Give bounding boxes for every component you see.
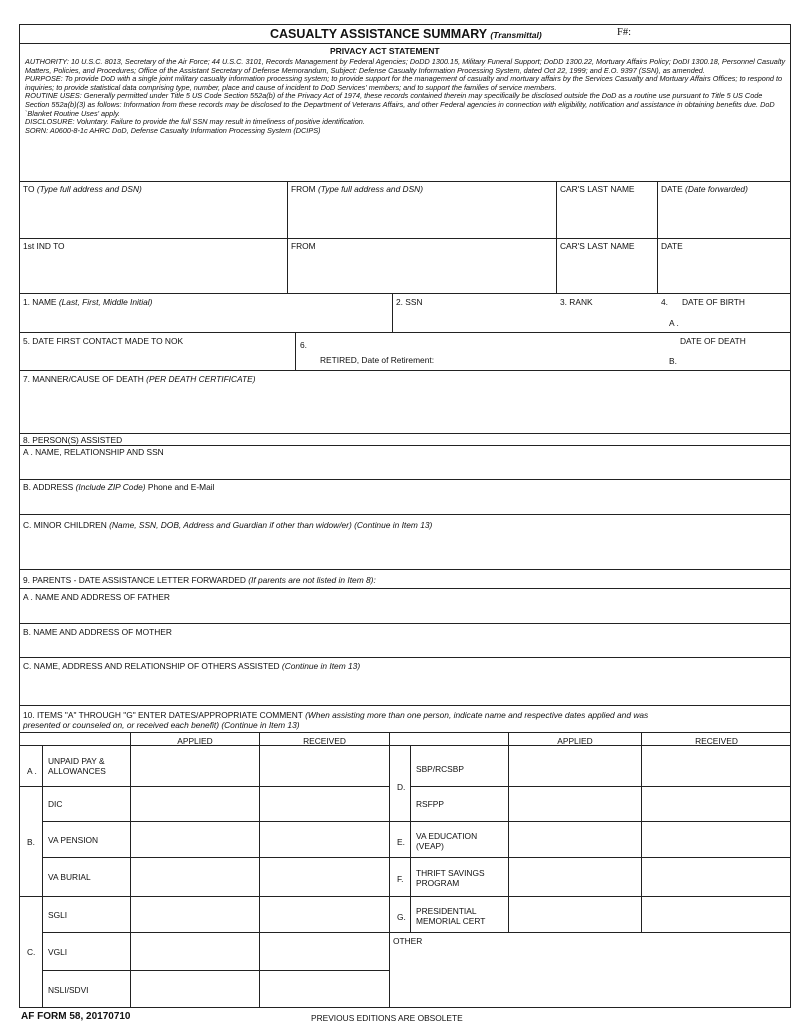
unpaid-pay-received-field[interactable] bbox=[260, 746, 388, 785]
thrift-savings-received-field[interactable] bbox=[642, 858, 789, 895]
applied-header-left: APPLIED bbox=[177, 736, 213, 746]
nsli-sdvi-received-field[interactable] bbox=[260, 971, 388, 1007]
presidential-memorial-applied-field[interactable] bbox=[509, 897, 640, 931]
retired-date-label: RETIRED, Date of Retirement: bbox=[320, 355, 435, 365]
va-education-received-field[interactable] bbox=[642, 822, 789, 856]
ssn-field[interactable] bbox=[394, 308, 554, 331]
thrift-savings-label: THRIFT SAVINGS bbox=[416, 868, 485, 878]
item-3-rank-label: 3. RANK bbox=[560, 297, 593, 307]
sgli-received-field[interactable] bbox=[260, 897, 388, 931]
rsfpp-label: RSFPP bbox=[416, 799, 444, 809]
sgli-label: SGLI bbox=[48, 910, 68, 920]
benefit-group-e-letter: E. bbox=[397, 837, 405, 847]
date-label-2: DATE bbox=[661, 241, 683, 251]
car-last-name-field-2[interactable] bbox=[558, 252, 655, 292]
va-pension-received-field[interactable] bbox=[260, 822, 388, 856]
sbp-rcsbp-applied-field[interactable] bbox=[509, 746, 640, 785]
unpaid-pay-applied-field[interactable] bbox=[131, 746, 258, 785]
privacy-heading: PRIVACY ACT STATEMENT bbox=[330, 46, 440, 56]
other-label: OTHER bbox=[393, 936, 423, 946]
item-7-cause-of-death-label: 7. MANNER/CAUSE OF DEATH (PER DEATH CERTIFICATE) bbox=[23, 374, 256, 384]
retirement-date-field[interactable] bbox=[440, 350, 652, 368]
to-address-field[interactable] bbox=[21, 195, 285, 237]
rsfpp-applied-field[interactable] bbox=[509, 787, 640, 820]
father-name-address-field[interactable] bbox=[21, 603, 789, 622]
benefit-group-c-letter: C. bbox=[27, 947, 36, 957]
date-field-2[interactable] bbox=[659, 252, 789, 292]
vgli-received-field[interactable] bbox=[260, 933, 388, 969]
date-of-death-field[interactable] bbox=[680, 347, 789, 369]
person-address-field[interactable] bbox=[21, 493, 789, 513]
item-4-number: 4. bbox=[661, 297, 668, 307]
thrift-savings-label-line-2: PROGRAM bbox=[416, 878, 460, 888]
va-education-applied-field[interactable] bbox=[509, 822, 640, 856]
sbp-rcsbp-label: SBP/RCSBP bbox=[416, 764, 464, 774]
date-of-birth-field[interactable] bbox=[680, 308, 789, 331]
presidential-memorial-received-field[interactable] bbox=[642, 897, 789, 931]
minor-children-field[interactable] bbox=[21, 531, 789, 568]
first-ind-to-label: 1st IND TO bbox=[23, 241, 65, 251]
car-last-name-label-2: CAR'S LAST NAME bbox=[560, 241, 635, 251]
form-title: CASUALTY ASSISTANCE SUMMARY (Transmittal) bbox=[270, 27, 542, 41]
from-address-field[interactable] bbox=[289, 195, 554, 237]
received-header-right: RECEIVED bbox=[695, 736, 738, 746]
item-10-label: 10. ITEMS "A" THROUGH "G" ENTER DATES/APPROPRIATE COMMENT (When assisting more than one person, indicate name and respective dates applied and was bbox=[23, 710, 649, 720]
va-education-label-line-2: (VEAP) bbox=[416, 841, 444, 851]
mother-name-address-field[interactable] bbox=[21, 638, 789, 656]
rsfpp-received-field[interactable] bbox=[642, 787, 789, 820]
item-8a-label: A . NAME, RELATIONSHIP AND SSN bbox=[23, 447, 164, 457]
form-id: AF FORM 58, 20170710 bbox=[21, 1011, 131, 1022]
item-10-hint-line-2: presented or counseled on, or received each benefit) (Continue in Item 13) bbox=[23, 720, 300, 730]
sub-b-label: B. bbox=[669, 356, 677, 366]
vgli-applied-field[interactable] bbox=[131, 933, 258, 969]
va-pension-label: VA PENSION bbox=[48, 835, 99, 845]
unpaid-pay-label: UNPAID PAY & bbox=[48, 756, 105, 766]
privacy-authority: AUTHORITY: 10 U.S.C. 8013, Secretary of the Air Force; 44 U.S.C. 3101, Records Management by Federal Agencies; DoDD 1300.15, Military Funeral Support; DoDD 1300.22, Mortuary Affairs Policy; DoDI 1300.18, Personnel Casualty Matters, Policies, and Procedures; Office of the Assistant Secretary of Defense Memorandum, Subject: Defense Casualty Information Processing System, dated Oct 22, 1999; and E.O. 9397 (SSN), as amended. bbox=[25, 57, 786, 75]
sbp-rcsbp-received-field[interactable] bbox=[642, 746, 789, 785]
va-burial-received-field[interactable] bbox=[260, 858, 388, 895]
first-ind-from-label: FROM bbox=[291, 241, 316, 251]
item-8c-label: C. MINOR CHILDREN (Name, SSN, DOB, Address and Guardian if other than widow/er) (Continue in Item 13) bbox=[23, 520, 433, 530]
benefit-group-f-letter: F. bbox=[397, 874, 404, 884]
other-benefits-field[interactable] bbox=[390, 947, 789, 1007]
item-1-name-label: 1. NAME (Last, First, Middle Initial) bbox=[23, 297, 153, 307]
item-2-ssn-label: 2. SSN bbox=[396, 297, 423, 307]
item-8b-label: B. ADDRESS (Include ZIP Code) Phone and E-Mail bbox=[23, 482, 215, 492]
item-9-parents-label: 9. PARENTS - DATE ASSISTANCE LETTER FORWARDED (If parents are not listed in Item 8): bbox=[23, 575, 376, 585]
unpaid-pay-label-line-2: ALLOWANCES bbox=[48, 766, 106, 776]
va-burial-applied-field[interactable] bbox=[131, 858, 258, 895]
transmittal-label: (Transmittal) bbox=[490, 30, 542, 40]
name-field[interactable] bbox=[21, 308, 390, 331]
dic-received-field[interactable] bbox=[260, 787, 388, 820]
dic-applied-field[interactable] bbox=[131, 787, 258, 820]
benefit-group-b-letter: B. bbox=[27, 837, 35, 847]
date-of-birth-label: DATE OF BIRTH bbox=[682, 297, 745, 307]
vgli-label: VGLI bbox=[48, 947, 68, 957]
from-label: FROM (Type full address and DSN) bbox=[291, 184, 424, 194]
va-burial-label: VA BURIAL bbox=[48, 872, 91, 882]
dic-label: DIC bbox=[48, 799, 63, 809]
item-6-number: 6. bbox=[300, 340, 307, 350]
va-education-label: VA EDUCATION bbox=[416, 831, 478, 841]
car-last-name-label: CAR'S LAST NAME bbox=[560, 184, 635, 194]
date-forwarded-label: DATE (Date forwarded) bbox=[661, 184, 748, 194]
item-9a-father-label: A . NAME AND ADDRESS OF FATHER bbox=[23, 592, 170, 602]
privacy-sorn: SORN: A0600-8-1c AHRC DoD, Defense Casualty Information Processing System (DCIPS) bbox=[25, 125, 321, 135]
presidential-memorial-label-line-2: MEMORIAL CERT bbox=[416, 916, 486, 926]
va-pension-applied-field[interactable] bbox=[131, 822, 258, 856]
privacy-statement bbox=[25, 58, 787, 135]
others-assisted-field[interactable] bbox=[21, 672, 789, 704]
privacy-purpose: PURPOSE: To provide DoD with a single joint military casualty information processing system; to provide support for the management of casualty and mortuary affairs by the Services Casualty and Mortuary Affairs Offices; to respond to inquiries; to provide statistical data comprising type, number, place and cause of incident to DoD Services' members; and to support the families of service members. bbox=[25, 74, 783, 92]
benefit-group-d-letter: D. bbox=[397, 782, 406, 792]
item-9b-mother-label: B. NAME AND ADDRESS OF MOTHER bbox=[23, 627, 172, 637]
sgli-applied-field[interactable] bbox=[131, 897, 258, 931]
date-forwarded-field[interactable] bbox=[659, 195, 789, 237]
first-ind-from-field[interactable] bbox=[289, 252, 554, 292]
applied-header-right: APPLIED bbox=[557, 736, 593, 746]
privacy-routine-uses: ROUTINE USES: Generally permitted under Title 5 US Code Section 552a(b) of the Privacy Act of 1974, these records contained therein may specifically be disclosed outside the DoD as a routine use pursuant to Title 5 US Code Section 552a(b)(3) as follows: Information from these records may be disclosed to the Department of Veterans Affairs, and other Federal agencies in connection with eligibility, notification and assistance in obtaining benefits due. DoD `Blanket Routine Uses' apply. bbox=[25, 91, 775, 118]
nsli-sdvi-label: NSLI/SDVI bbox=[48, 985, 89, 995]
cause-of-death-field[interactable] bbox=[21, 385, 789, 432]
car-last-name-field[interactable] bbox=[558, 195, 655, 237]
privacy-disclosure: DISCLOSURE: Voluntary. Failure to provide the full SSN may result in timeliness of positive identification. bbox=[25, 117, 365, 127]
sub-a-label: A . bbox=[669, 318, 679, 328]
f-number-label: F#: bbox=[617, 27, 632, 38]
previous-editions-notice: PREVIOUS EDITIONS ARE OBSOLETE bbox=[311, 1013, 463, 1023]
item-9c-others-label: C. NAME, ADDRESS AND RELATIONSHIP OF OTHERS ASSISTED (Continue in Item 13) bbox=[23, 661, 361, 671]
benefit-group-a-letter: A . bbox=[27, 766, 37, 776]
received-header-left: RECEIVED bbox=[303, 736, 346, 746]
date-of-death-label: DATE OF DEATH bbox=[680, 336, 746, 346]
first-contact-field[interactable] bbox=[21, 347, 293, 369]
rank-field[interactable] bbox=[558, 308, 655, 331]
f-number-field[interactable] bbox=[640, 26, 785, 42]
thrift-savings-applied-field[interactable] bbox=[509, 858, 640, 895]
nsli-sdvi-applied-field[interactable] bbox=[131, 971, 258, 1007]
item-8-persons-assisted-label: 8. PERSON(S) ASSISTED bbox=[23, 435, 123, 445]
person-name-relationship-ssn-field[interactable] bbox=[21, 458, 789, 478]
first-ind-to-field[interactable] bbox=[21, 252, 285, 292]
presidential-memorial-label: PRESIDENTIAL bbox=[416, 906, 477, 916]
item-5-first-contact-label: 5. DATE FIRST CONTACT MADE TO NOK bbox=[23, 336, 184, 346]
to-label: TO (Type full address and DSN) bbox=[23, 184, 142, 194]
benefit-group-g-letter: G. bbox=[397, 912, 406, 922]
